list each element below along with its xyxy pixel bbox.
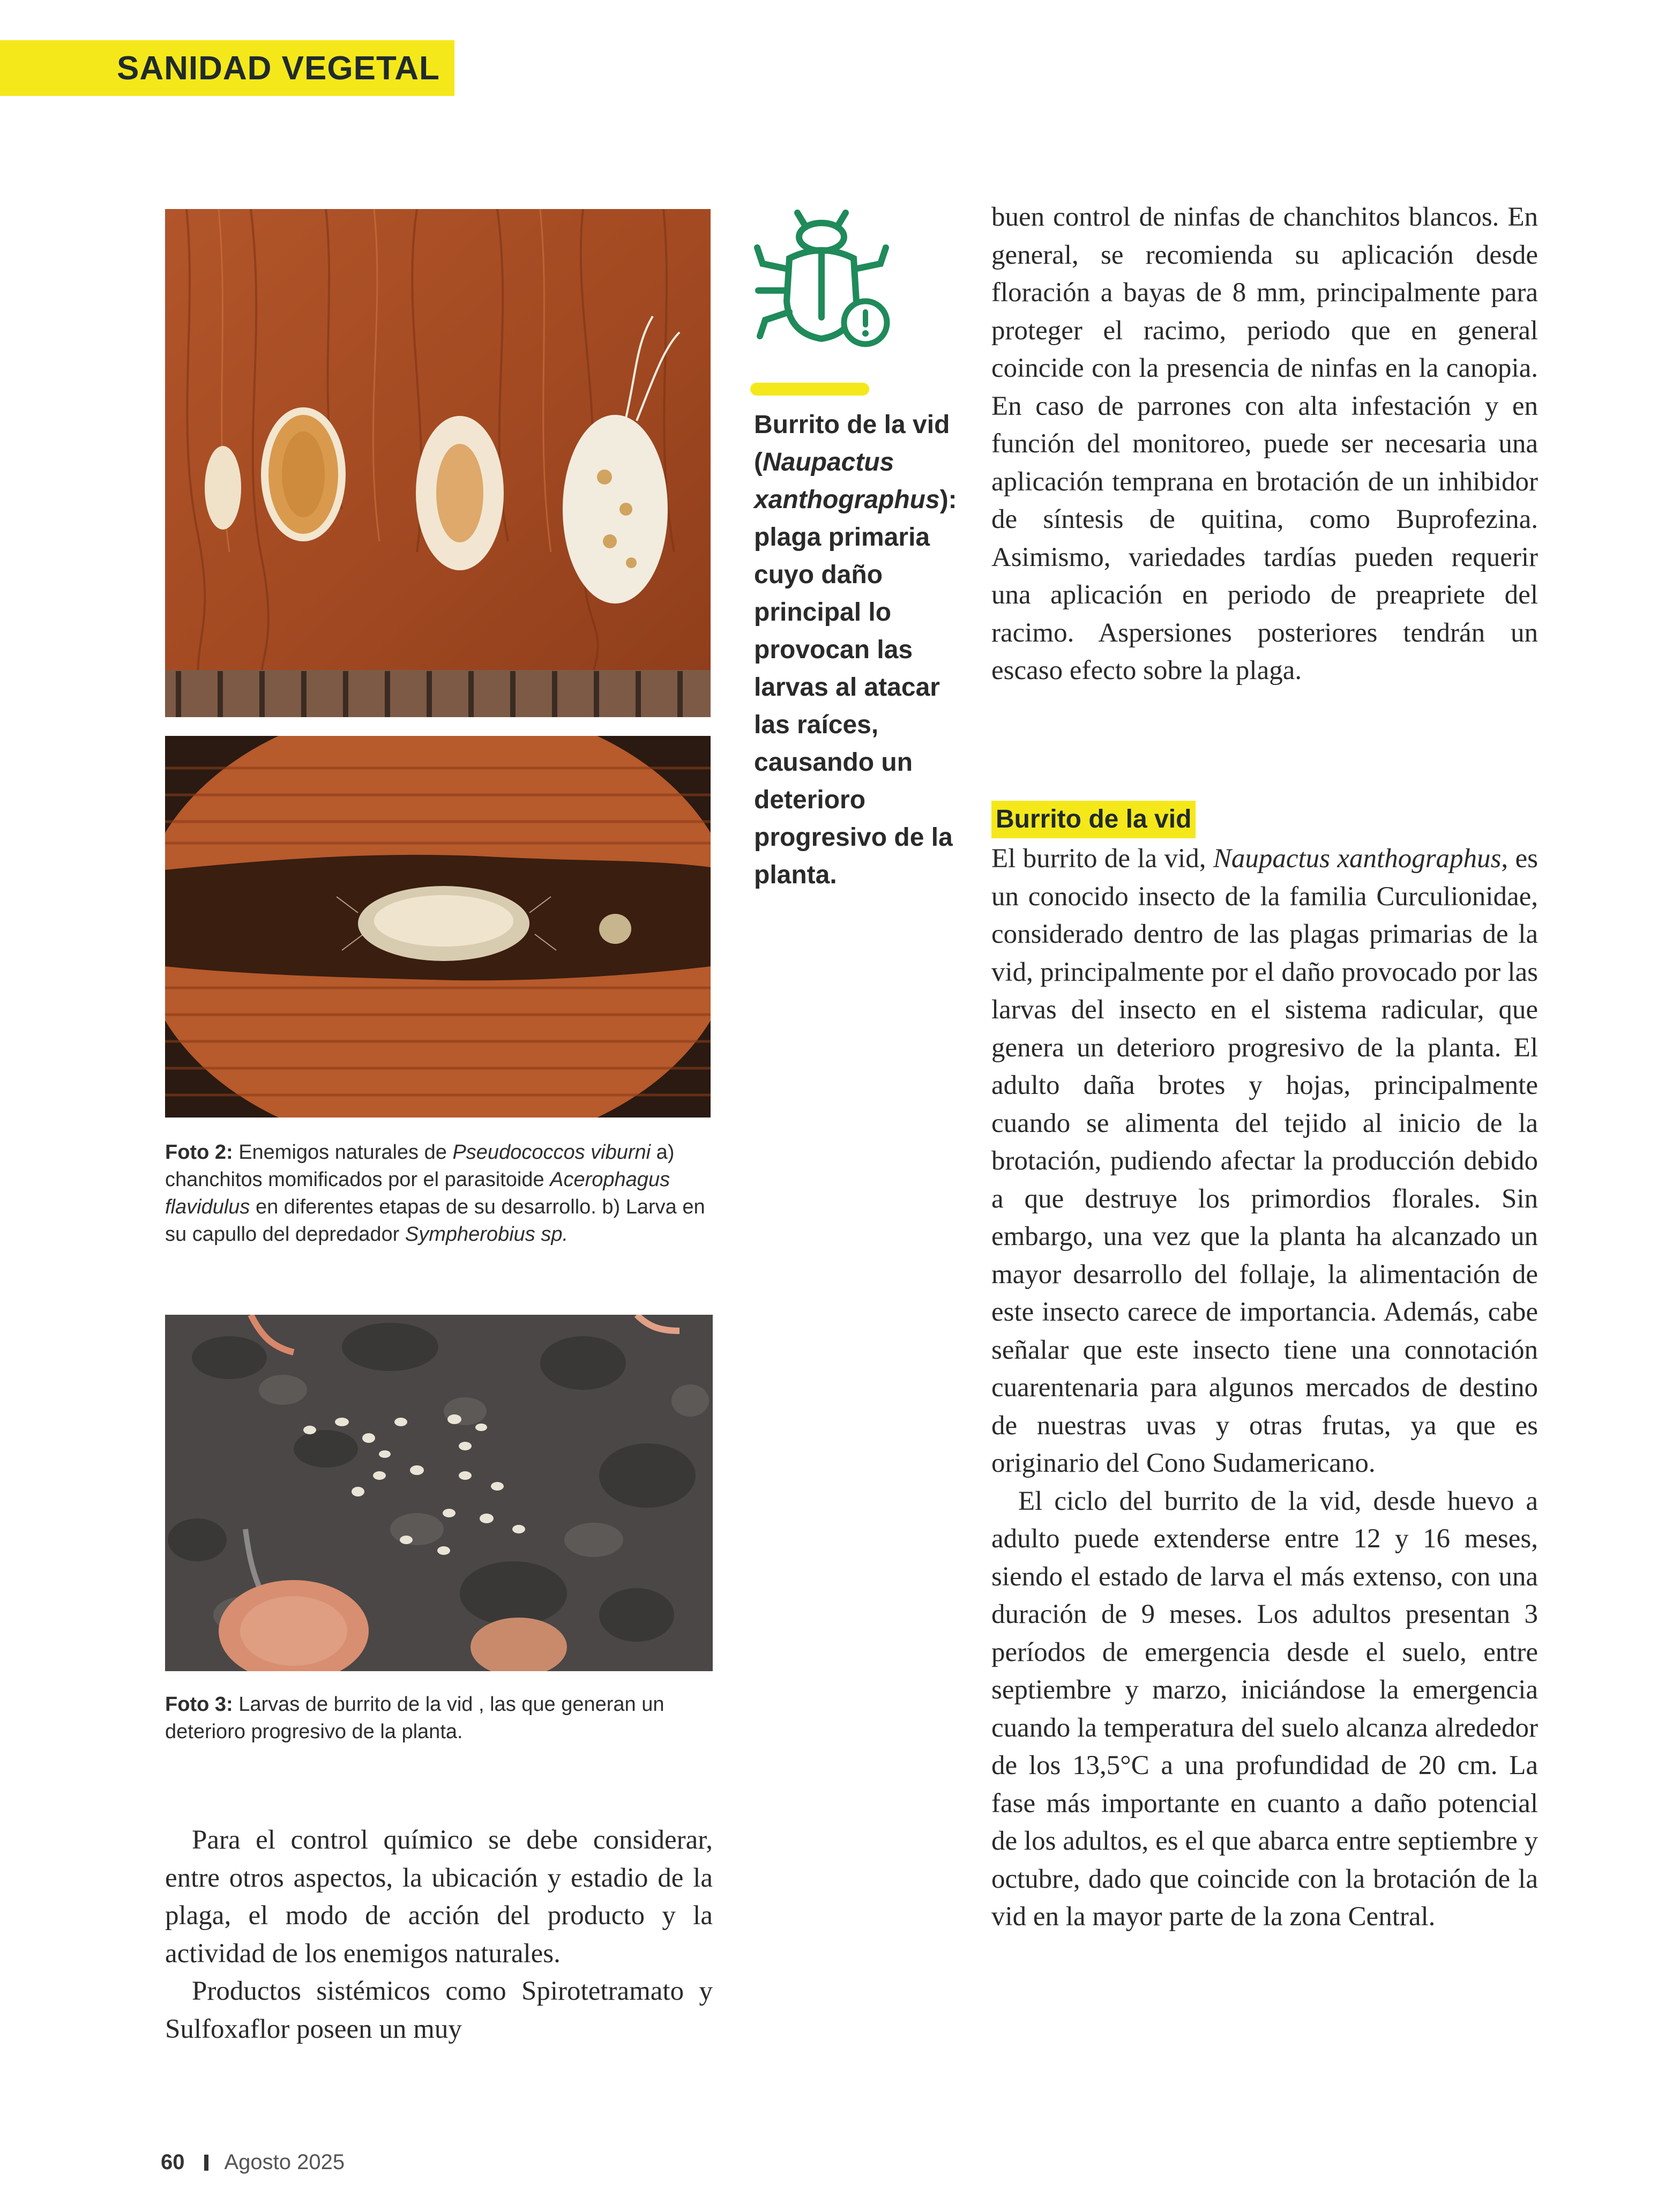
paragraph-text: , es un conocido insecto de la familia Curculionidae, considerado dentro de las plagas primarias de la vid, principalmente por el daño provocado por las larvas del insecto en el sistema radicular, que genera un deterioro progresivo de la planta. El adulto daña brotes y hojas, principalmente cuando se alimenta del tejido al inicio de la brotación, pudiendo afectar la producción debido a que destruye los primordios florales. Sin embargo, una vez que la planta ha alcanzado un mayor desarrollo del follaje, la alimentación de este insecto carece de importancia. Además, cabe señalar que este insecto tiene una connotación cuarentenaria para algunos mercados de destino de nuestras uvas y otras frutas, ya que es originario del Cono Sudamericano.	[991, 844, 1538, 1478]
photo-mealybug-mummies	[165, 209, 711, 717]
section-tag	[0, 40, 454, 96]
right-column-text	[991, 840, 1538, 1936]
caption-text: en diferentes etapas de su desarrollo. b) Larva en su capullo del depredador	[165, 1196, 705, 1246]
page-footer	[161, 2150, 345, 2174]
caption-label: Foto 2:	[165, 1141, 233, 1164]
subheading: Burrito de la vid	[991, 801, 1196, 838]
paragraph-text: El burrito de la vid,	[991, 844, 1213, 874]
section-title: SANIDAD VEGETAL	[117, 49, 440, 87]
caption-species: Pseudococcos viburni	[452, 1141, 651, 1164]
caption-text: Larvas de burrito de la vid , las que generan un deterioro progresivo de la planta.	[165, 1693, 664, 1743]
paragraph: Para el control químico se debe considerar, entre otros aspectos, la ubicación y estadio de la plaga, el modo de acción del producto y la actividad de los enemigos naturales.	[165, 1825, 713, 1969]
caption-text: Enemigos naturales de	[233, 1141, 453, 1164]
paragraph: buen control de ninfas de chanchitos blancos. En general, se recomienda su aplicación desde floración a bayas de 8 mm, principalmente para proteger el racimo, periodo que en general coincide con la presencia de ninfas en la canopia. En caso de parrones con alta infestación y en función del monitoreo, puede ser necesaria una aplicación temprana en brotación de un inhibidor de síntesis de quitina, como Buprofezina. Asimismo, variedades tardías pueden requerir una aplicación en periodo de preapriete del racimo. Aspersiones posteriores tendrán un escaso efecto sobre la plaga.	[991, 202, 1538, 686]
caption-species: Sympherobius sp.	[405, 1223, 569, 1246]
right-column-continued-text	[991, 198, 1538, 690]
paragraph	[991, 840, 1538, 1483]
caption-foto-3	[165, 1691, 717, 1746]
issue-date: Agosto 2025	[224, 2150, 345, 2174]
left-column-text	[165, 1821, 713, 2048]
sidebar-note	[754, 406, 979, 894]
caption-species: Acerophagus flavidulus	[165, 1168, 670, 1218]
accent-bar	[750, 383, 869, 396]
species-name: Naupactus xanthographus	[1213, 844, 1502, 874]
beetle-alert-icon	[746, 205, 897, 355]
photo-larva-cocoon	[165, 736, 711, 1118]
caption-text: a) chanchitos momificados por el parasitoide	[165, 1141, 675, 1191]
sidebar-species: Naupactus xanthographus	[754, 448, 940, 514]
separator	[204, 2155, 208, 2171]
caption-label: Foto 3:	[165, 1693, 233, 1716]
page-number: 60	[161, 2150, 185, 2174]
paragraph: El ciclo del burrito de la vid, desde huevo a adulto puede extenderse entre 12 y 16 meses, siendo el estado de larva el más extenso, con una duración de 9 meses. Los adultos presentan 3 períodos de emergencia desde el suelo, entre septiembre y marzo, iniciándose la emergencia cuando la temperatura del suelo alcanza alrededor de los 13,5°C a una profundidad de 20 cm. La fase más importante en cuanto a daño potencial de los adultos, es el que abarca entre septiembre y octubre, dado que coincide con la brotación de la vid en la mayor parte de la zona Central.	[991, 1486, 1538, 1932]
caption-foto-2	[165, 1139, 717, 1248]
sidebar-text: Burrito de la vid (	[754, 411, 950, 476]
paragraph: Productos sistémicos como Spirotetramato y Sulfoxaflor poseen un muy	[165, 1976, 713, 2044]
photo-weevil-larvae	[165, 1315, 713, 1671]
sidebar-text: ): plaga primaria cuyo daño principal lo provocan las larvas al atacar las raíces, causando un deterioro progresivo de la planta.	[754, 486, 957, 889]
